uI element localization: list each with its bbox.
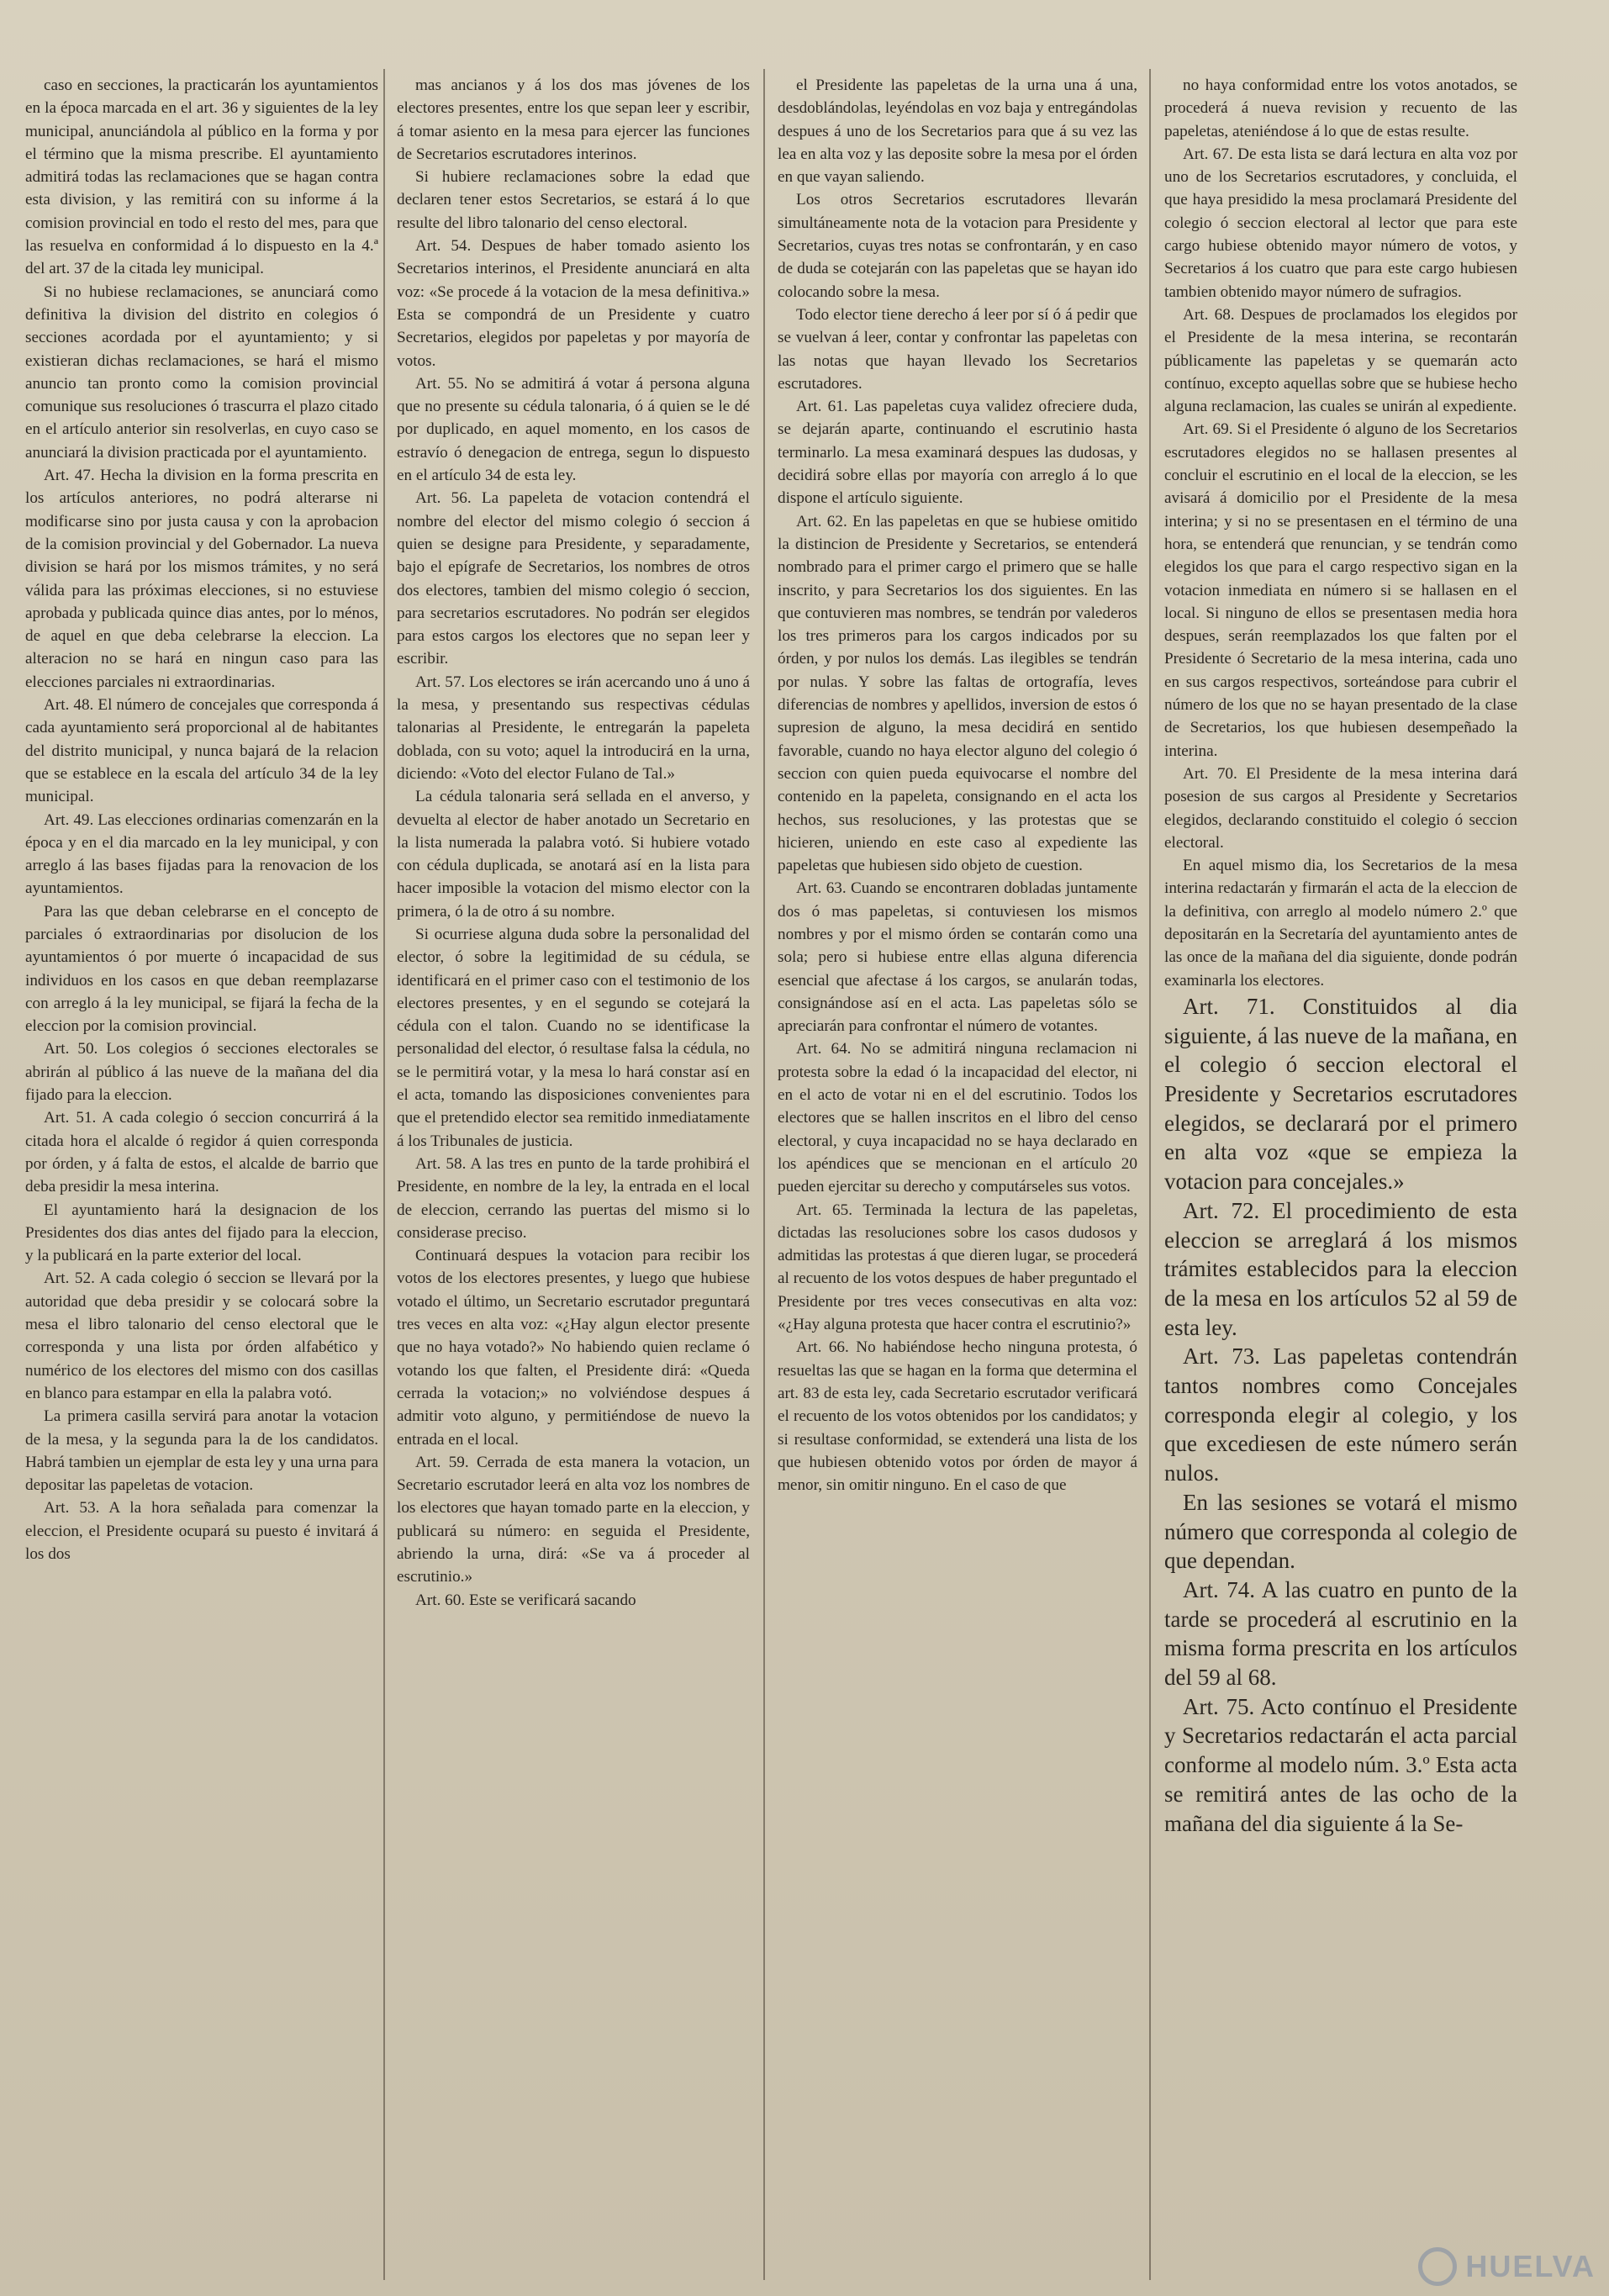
article-paragraph: Art. 69. Si el Presidente ó alguno de los Secretarios escrutadores elegidos no se hallasen presentes al concluir el escrutinio en el local de la eleccion, se les avisará á domicilio por el Presidente de la mesa interina; y si no se presentasen en el término de una hora, se entenderá que renuncian, y se tendrán como elegidos los que para el cargo respectivo sigan en la votacion inmediata en número si se hallasen en el local. Si ninguno de ellos se presentasen media hora despues, serán reemplazados los que falten por el Presidente ó Secretario de la mesa interina, cada uno en sus cargos respectivos, sorteándose para cubrir el número de los que no se hayan presentado de la clase de Secretarios, los que hubiesen desempeñado la interina.	[1164, 420, 1517, 760]
article-paragraph: Si ocurriese alguna duda sobre la personalidad del elector, ó sobre la legitimidad de su cédula, se identificará en el primer caso con el testimonio de los electores presentes, y en el segundo se cotejará la cédula con el talon. Cuando no se identificase la personalidad del elector, ó resultase falsa la cédula, no se le permitirá votar, y la mesa lo hará constar así en el acta, tomando las disposiciones convenientes para que el pretendido elector sea remitido inmediatamente á los Tribunales de justicia.	[397, 925, 750, 1150]
article-paragraph-large: Art. 72. El procedimiento de esta eleccion se arreglará á los mismos trámites establecidos para la eleccion de la mesa en los artículos 52 al 59 de esta ley.	[1164, 1197, 1517, 1340]
column-rule	[763, 69, 765, 2280]
article-paragraph: Art. 70. El Presidente de la mesa interina dará posesion de sus cargos al Presidente y Secretarios elegidos, declarando constituido el colegio ó seccion electoral.	[1164, 764, 1517, 852]
article-paragraph-large: Art. 73. Las papeletas contendrán tantos nombres como Concejales corresponda elegir al colegio, y los que excediesen de este número serán nulos.	[1164, 1343, 1517, 1486]
article-paragraph: Si no hubiese reclamaciones, se anunciará como definitiva la division del distrito en colegios ó secciones acordada por el ayuntamiento; y si existieran dichas reclamaciones, se hará el mismo anuncio tan pronto como la comision provincial comunique sus resoluciones ó trascurra el plazo citado en el artículo anterior sin resolverlas, en cuyo caso se anunciará la division practicada por el ayuntamiento.	[25, 282, 378, 462]
article-paragraph: La primera casilla servirá para anotar la votacion de la mesa, y la segunda para la de los candidatos. Habrá tambien un ejemplar de esta ley y una urna para depositar las papeletas de votacion.	[25, 1407, 378, 1495]
article-paragraph: Art. 47. Hecha la division en la forma prescrita en los artículos anteriores, no podrá alterarse ni modificarse sino por justa causa y con la aprobacion de la comision provincial y del Gobernador. La nueva division se hará por los mismos trámites, y no será válida para las próximas elecciones, si no estuviese aprobada y publicada quince dias antes, por lo ménos, de aquel en que deba celebrarse la eleccion. La alteracion no se hará en ningun caso para las elecciones parciales ni extraordinarias.	[25, 467, 378, 691]
article-paragraph: Continuará despues la votacion para recibir los votos de los electores presentes, y luego que hubiese votado el último, un Secretario escrutador preguntará tres veces en alta voz: «¿Hay algun elector presente que no haya votado?» No habiendo quien reclame ó votando los que falten, el Presidente dirá: «Queda cerrada la votacion;» no volviéndose despues á admitir voto alguno, y permitiéndose de nuevo la entrada en el local.	[397, 1247, 750, 1449]
article-paragraph: Art. 55. No se admitirá á votar á persona alguna que no presente su cédula talonaria, ó á quien se le dé por duplicado, en aquel momento, en los casos de estravío ó denegacion de entrega, segun lo dispuesto en el artículo 34 de esta ley.	[397, 374, 750, 485]
text-column-2	[397, 74, 750, 2285]
article-paragraph: Art. 50. Los colegios ó secciones electorales se abrirán al público á las nueve de la mañana del dia fijado para la eleccion.	[25, 1040, 378, 1105]
article-paragraph: La cédula talonaria será sellada en el anverso, y devuelta al elector de haber anotado un Secretario en la lista numerada la palabra votó. Si hubiere votado con cédula duplicada, se anotará así en la lista para hacer imposible la votacion del mismo elector con la primera, ó la de otro á su nombre.	[397, 788, 750, 921]
text-column-1	[25, 74, 378, 2285]
watermark-text: HUELVA	[1465, 2249, 1596, 2283]
archive-watermark	[1418, 2247, 1596, 2286]
article-paragraph: el Presidente las papeletas de la urna una á una, desdoblándolas, leyéndolas en voz baja y entregándolas despues á uno de los Secretarios para que á su vez las lea en alta voz y las deposite sobre la mesa por el órden en que vayan saliendo.	[778, 77, 1137, 187]
article-paragraph: caso en secciones, la practicarán los ayuntamientos en la época marcada en el art. 36 y siguientes de la ley municipal, anunciándola al público en la forma y por el término que la misma prescribe. El ayuntamiento admitirá todas las reclamaciones que se hagan contra esta division, y las remitirá con su informe á la comision provincial en todo el resto del mes, para que las resuelva en conformidad á lo dispuesto en la 4.ª del art. 37 de la citada ley municipal.	[25, 77, 378, 278]
archive-logo-icon	[1418, 2247, 1457, 2286]
article-paragraph: Art. 62. En las papeletas en que se hubiese omitido la distincion de Presidente y Secretarios, se entenderá nombrado para el primer cargo el primero que se halle inscrito, y para Secretarios los dos siguientes. En las que contuvieren mas nombres, se tendrán por valederos los tres primeros para los cargos indicados por su órden, y por nulos los demás. Las ilegibles se tendrán por nulas. Y sobre las faltas de ortografía, leves diferencias de nombres y apellidos, inversion de estos ó supresion de alguno, la mesa decidirá en sentido favorable, cuando no haya elector alguno del colegio ó seccion con quien pueda equivocarse el nombre del contenido en la papeleta, consignando en el acta los hechos, sus resoluciones, y las protestas que se hicieren, uniendo en este caso al expediente las papeletas que hubiesen sido objeto de cuestion.	[778, 512, 1137, 875]
article-paragraph: El ayuntamiento hará la designacion de los Presidentes dos dias antes del fijado para la eleccion, y la publicará en la parte exterior del local.	[25, 1201, 378, 1265]
article-paragraph: Art. 57. Los electores se irán acercando uno á uno á la mesa, y presentando sus respectivas cédulas talonarias al Presidente, le entregarán la papeleta doblada, con su voto; aquel la introducirá en la urna, diciendo: «Voto del elector Fulano de Tal.»	[397, 673, 750, 783]
article-paragraph: Art. 63. Cuando se encontraren dobladas juntamente dos ó mas papeletas, si contuviesen los mismos nombres y por el mismo órden se contarán como una sola; pero si hubiese entre ellas alguna diferencia esencial que afectase á los cargos, se anularán todas, consignándose así en el acta. Las papeletas sólo se apreciarán para confrontar el número de votantes.	[778, 879, 1137, 1036]
column-rule	[383, 69, 385, 2280]
article-paragraph: Art. 60. Este se verificará sacando	[415, 1591, 636, 1609]
article-paragraph: Art. 67. De esta lista se dará lectura en alta voz por uno de los Secretarios escrutadores, y concluida, el que haya presidido la mesa proclamará Presidente del colegio ó seccion electoral al lector que para este cargo hubiese obtenido mayor número de votos, y Secretarios á los cuatro que para este cargo hubiesen tambien obtenido mayor número de sufragios.	[1164, 145, 1517, 301]
article-paragraph: Art. 61. Las papeletas cuya validez ofreciere duda, se dejarán aparte, continuando el escrutinio hasta terminarlo. La mesa examinará despues las dudosas, y decidirá sobre ellas por mayoría con arreglo á lo que dispone el artículo siguiente.	[778, 398, 1137, 508]
article-paragraph: Todo elector tiene derecho á leer por sí ó á pedir que se vuelvan á leer, contar y confrontar las papeletas con las notas que hayan llevado los Secretarios escrutadores.	[778, 305, 1137, 393]
article-paragraph: Art. 59. Cerrada de esta manera la votacion, un Secretario escrutador leerá en alta voz los nombres de los electores que hayan tomado parte en la eleccion, y publicará su número: en seguida el Presidente, abriendo la urna, dirá: «Se va á proceder al escrutinio.»	[397, 1453, 750, 1586]
article-paragraph-large: Art. 71. Constituidos al dia siguiente, á las nueve de la mañana, en el colegio ó seccion electoral el Presidente y Secretarios escrutadores elegidos, se declarará por el primero en alta voz «que se empieza la votacion para concejales.»	[1164, 993, 1517, 1195]
article-paragraph: Art. 68. Despues de proclamados los elegidos por el Presidente de la mesa interina, se recontarán públicamente las papeletas y se quemarán acto contínuo, excepto aquellas sobre que se hubiese hecho alguna reclamacion, las cuales se unirán al expediente.	[1164, 305, 1517, 416]
article-paragraph: Art. 51. A cada colegio ó seccion concurrirá á la citada hora el alcalde ó regidor á quien corresponda por órden, y á falta de estos, el alcalde de barrio que deba presidir la mesa interina.	[25, 1109, 378, 1196]
article-paragraph: Art. 52. A cada colegio ó seccion se llevará por la autoridad que deba presidir y se colocará sobre la mesa el libro talonario del censo electoral que le corresponda y una lista por órden alfabético y numérico de los electores del mismo con dos casillas en blanco para estampar en ella la palabra votó.	[25, 1269, 378, 1402]
text-column-4	[1164, 74, 1517, 2285]
article-paragraph: Art. 65. Terminada la lectura de las papeletas, dictadas las resoluciones sobre los casos dudosos y admitidas las protestas á que dieren lugar, se procederá al recuento de los votos despues de haber preguntado el Presidente por tres veces consecutivas en alta voz: «¿Hay alguna protesta que hacer contra el escrutinio?»	[778, 1201, 1137, 1334]
article-paragraph: Art. 53. A la hora señalada para comenzar la eleccion, el Presidente ocupará su puesto é invitará á los dos	[25, 1499, 378, 1563]
article-paragraph-large: Art. 75. Acto contínuo el Presidente y Secretarios redactarán el acta parcial conforme al modelo núm. 3.º Esta acta se remitirá antes de las ocho de la mañana del dia siguiente á la Se-	[1164, 1693, 1517, 1836]
article-paragraph: Art. 66. No habiéndose hecho ninguna protesta, ó resueltas las que se hagan en la forma que determina el art. 83 de esta ley, cada Secretario escrutador verificará el recuento de los votos obtenidos por los candidatos; y si resultase conformidad, se extenderá una lista de los que hubiesen obtenido votos por órden de mayor á menor, sin omitir ninguno. En el caso de que	[778, 1338, 1137, 1495]
article-paragraph: Art. 54. Despues de haber tomado asiento los Secretarios interinos, el Presidente anunciará en alta voz: «Se procede á la votacion de la mesa definitiva.» Esta se compondrá de un Presidente y cuatro Secretarios, elegidos por papeletas y por mayoría de votos.	[397, 237, 750, 370]
column-rule	[1149, 69, 1151, 2280]
article-paragraph: Los otros Secretarios escrutadores llevarán simultáneamente nota de la votacion para Presidente y Secretarios, cuyas tres notas se confrontarán, y en caso de duda se cotejarán con las papeletas que se hayan ido colocando sobre la mesa.	[778, 191, 1137, 301]
article-paragraph: Art. 49. Las elecciones ordinarias comenzarán en la época y en el dia marcado en la ley municipal, y con arreglo á las bases fijadas para la renovacion de los ayuntamientos.	[25, 810, 378, 898]
article-paragraph: Si hubiere reclamaciones sobre la edad que declaren tener estos Secretarios, se estará á lo que resulte del libro talonario del censo electoral.	[397, 168, 750, 232]
article-paragraph: Art. 58. A las tres en punto de la tarde prohibirá el Presidente, en nombre de la ley, la entrada en el local de eleccion, cerrando las puertas del mismo si lo considerase preciso.	[397, 1154, 750, 1242]
article-paragraph-large: En las sesiones se votará el mismo número que corresponda al colegio de que dependan.	[1164, 1489, 1517, 1574]
article-paragraph: no haya conformidad entre los votos anotados, se procederá á nueva revision y recuento de las papeletas, ateniéndose á lo que de estas resulte.	[1164, 77, 1517, 140]
text-column-3	[778, 74, 1137, 2285]
article-paragraph: Art. 48. El número de concejales que corresponda á cada ayuntamiento será proporcional al de habitantes del distrito municipal, y nunca bajará de la relacion que se establece en la escala del artículo 34 de la ley municipal.	[25, 696, 378, 806]
article-paragraph: mas ancianos y á los dos mas jóvenes de los electores presentes, entre los que sepan leer y escribir, á tomar asiento en la mesa para ejercer las funciones de Secretarios escrutadores interinos.	[397, 77, 750, 163]
article-paragraph: Para las que deban celebrarse en el concepto de parciales ó extraordinarias por disolucion de los ayuntamientos ó por muerte ó incapacidad de sus individuos en los casos en que deban reemplazarse con arreglo á la ley municipal, se fijará la fecha de la eleccion por la comision provincial.	[25, 902, 378, 1036]
article-paragraph-large: Art. 74. A las cuatro en punto de la tarde se procederá al escrutinio en la misma forma prescrita en los artículos del 59 al 68.	[1164, 1576, 1517, 1691]
article-paragraph: Art. 56. La papeleta de votacion contendrá el nombre del elector del mismo colegio ó seccion á quien se designe para Presidente, y separadamente, bajo el epígrafe de Secretarios, los nombres de otros dos electores, tambien del mismo colegio ó seccion, para secretarios escrutadores. No podrán ser elegidos para estos cargos los electores que no sepan leer y escribir.	[397, 489, 750, 668]
article-paragraph: En aquel mismo dia, los Secretarios de la mesa interina redactarán y firmarán el acta de la eleccion de la definitiva, con arreglo al modelo número 2.º que depositarán en la Secretaría del ayuntamiento antes de las once de la mañana del dia siguiente, donde podrán examinarla los electores.	[1164, 857, 1517, 990]
article-paragraph: Art. 64. No se admitirá ninguna reclamacion ni protesta sobre la edad ó la incapacidad del elector, ni en el acto de votar ni en el del escrutinio. Todos los electores que se hallen inscritos en el libro del censo electoral, y cuya incapacidad no se haya declarado en los apéndices que se mencionan en el artículo 20 pueden ejercitar su derecho y computárseles sus votos.	[778, 1040, 1137, 1196]
